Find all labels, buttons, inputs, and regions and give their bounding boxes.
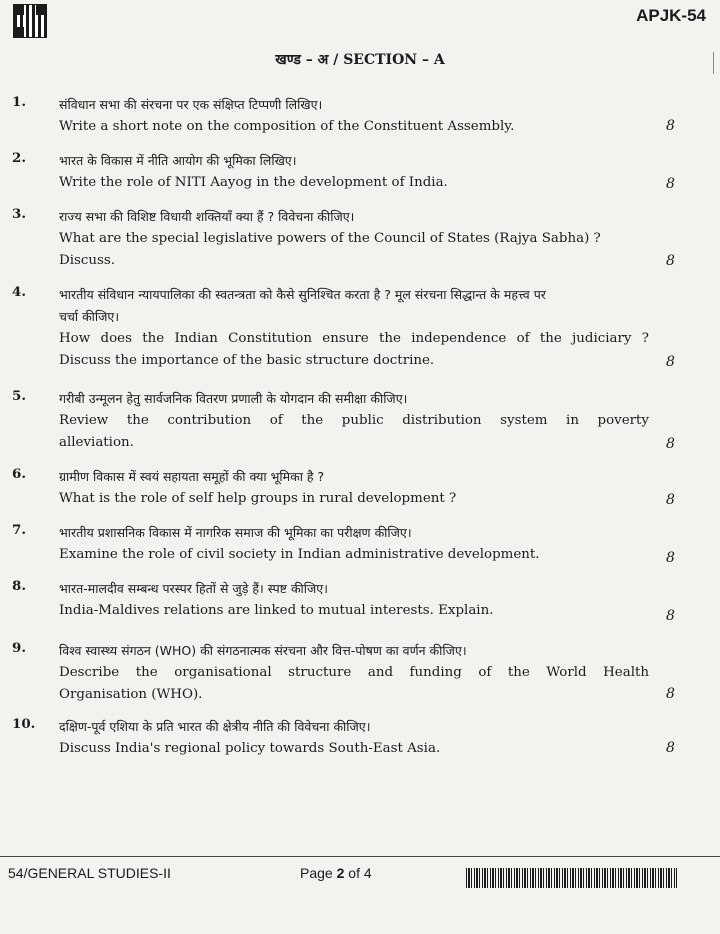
page-current: 2: [336, 865, 345, 881]
question-number: 10.: [12, 716, 36, 732]
question-hindi-line: भारतीय प्रशासनिक विकास में नागरिक समाज की भूमिका का परीक्षण कीजिए।: [59, 525, 412, 540]
question-hindi-line: ग्रामीण विकास में स्वयं सहायता समूहों की क्या भूमिका है ?: [59, 469, 325, 484]
question-english-line: What are the special legislative powers of the Council of States (Rajya Sabha) ?: [59, 231, 601, 246]
question-number: 6.: [12, 466, 26, 482]
question-number: 4.: [12, 284, 26, 300]
question-marks: 8: [666, 608, 675, 624]
question-marks: 8: [666, 176, 675, 192]
question-english-line: Organisation (WHO).: [59, 687, 203, 702]
question-marks: 8: [666, 253, 675, 269]
question-body: [59, 466, 649, 510]
question-english-line: Write a short note on the composition of the Constituent Assembly.: [59, 119, 515, 134]
section-title: खण्ड – अ / SECTION – A: [275, 52, 445, 68]
question-hindi-line: विश्व स्वास्थ्य संगठन (WHO) की संगठनात्मक संरचना और वित्त-पोषण का वर्णन कीजिए।: [59, 643, 467, 658]
footer-subject: 54/GENERAL STUDIES-II: [8, 865, 171, 881]
question-english-line: alleviation.: [59, 435, 134, 450]
question-marks: 8: [666, 118, 675, 134]
question-english-line: Examine the role of civil society in Indian administrative development.: [59, 547, 540, 562]
question-body: [59, 716, 649, 760]
margin-rule: [713, 52, 714, 74]
page-of: of: [348, 865, 360, 881]
question-number: 3.: [12, 206, 26, 222]
question-marks: 8: [666, 492, 675, 508]
question-body: [59, 94, 649, 138]
question-english-line: Review the contribution of the public distribution system in poverty: [59, 413, 649, 428]
question-marks: 8: [666, 550, 675, 566]
question-number: 7.: [12, 522, 26, 538]
question-marks: 8: [666, 436, 675, 452]
page-total: 4: [363, 865, 372, 881]
question-number: 2.: [12, 150, 26, 166]
question-english-line: Discuss India's regional policy towards South-East Asia.: [59, 741, 441, 756]
question-english-line: What is the role of self help groups in rural development ?: [59, 491, 457, 506]
question-number: 1.: [12, 94, 26, 110]
question-body: [59, 522, 649, 566]
question-hindi-line: संविधान सभा की संरचना पर एक संक्षिप्त टिप्पणी लिखिए।: [59, 97, 323, 112]
question-hindi-line: चर्चा कीजिए।: [59, 309, 120, 324]
question-number: 8.: [12, 578, 26, 594]
question-hindi-line: गरीबी उन्मूलन हेतु सार्वजनिक वितरण प्रणाली के योगदान की समीक्षा कीजिए।: [59, 391, 408, 406]
footer-page-number: [300, 865, 372, 881]
question-hindi-line: भारत के विकास में नीति आयोग की भूमिका लिखिए।: [59, 153, 297, 168]
qr-code: [13, 4, 47, 38]
question-marks: 8: [666, 354, 675, 370]
question-number: 9.: [12, 640, 26, 656]
question-english-line: Discuss.: [59, 253, 116, 268]
paper-code: APJK-54: [636, 6, 706, 25]
barcode: [466, 868, 677, 888]
question-hindi-line: राज्य सभा की विशिष्ट विधायी शक्तियाँ क्या हैं ? विवेचना कीजिए।: [59, 209, 355, 224]
question-english-line: Discuss the importance of the basic structure doctrine.: [59, 353, 435, 368]
question-number: 5.: [12, 388, 26, 404]
question-hindi-line: भारत-मालदीव सम्बन्ध परस्पर हितों से जुड़े हैं। स्पष्ट कीजिए।: [59, 581, 328, 596]
question-marks: 8: [666, 686, 675, 702]
question-body: [59, 284, 649, 372]
question-hindi-line: भारतीय संविधान न्यायपालिका की स्वतन्त्रता को कैसे सुनिश्चित करता है ? मूल संरचना सिद्धान्त के महत्त्व पर: [59, 287, 546, 302]
page-prefix: Page: [300, 865, 333, 881]
question-body: [59, 578, 649, 622]
question-english-line: Describe the organisational structure and funding of the World Health: [59, 665, 649, 680]
question-body: [59, 388, 649, 454]
question-marks: 8: [666, 740, 675, 756]
question-body: [59, 206, 649, 272]
question-english-line: Write the role of NITI Aayog in the development of India.: [59, 175, 448, 190]
question-english-line: How does the Indian Constitution ensure the independence of the judiciary ?: [59, 331, 649, 346]
question-english-line: India-Maldives relations are linked to mutual interests. Explain.: [59, 603, 494, 618]
footer-divider: [0, 856, 720, 857]
question-body: [59, 150, 649, 194]
question-body: [59, 640, 649, 706]
question-hindi-line: दक्षिण-पूर्व एशिया के प्रति भारत की क्षेत्रीय नीति की विवेचना कीजिए।: [59, 719, 371, 734]
